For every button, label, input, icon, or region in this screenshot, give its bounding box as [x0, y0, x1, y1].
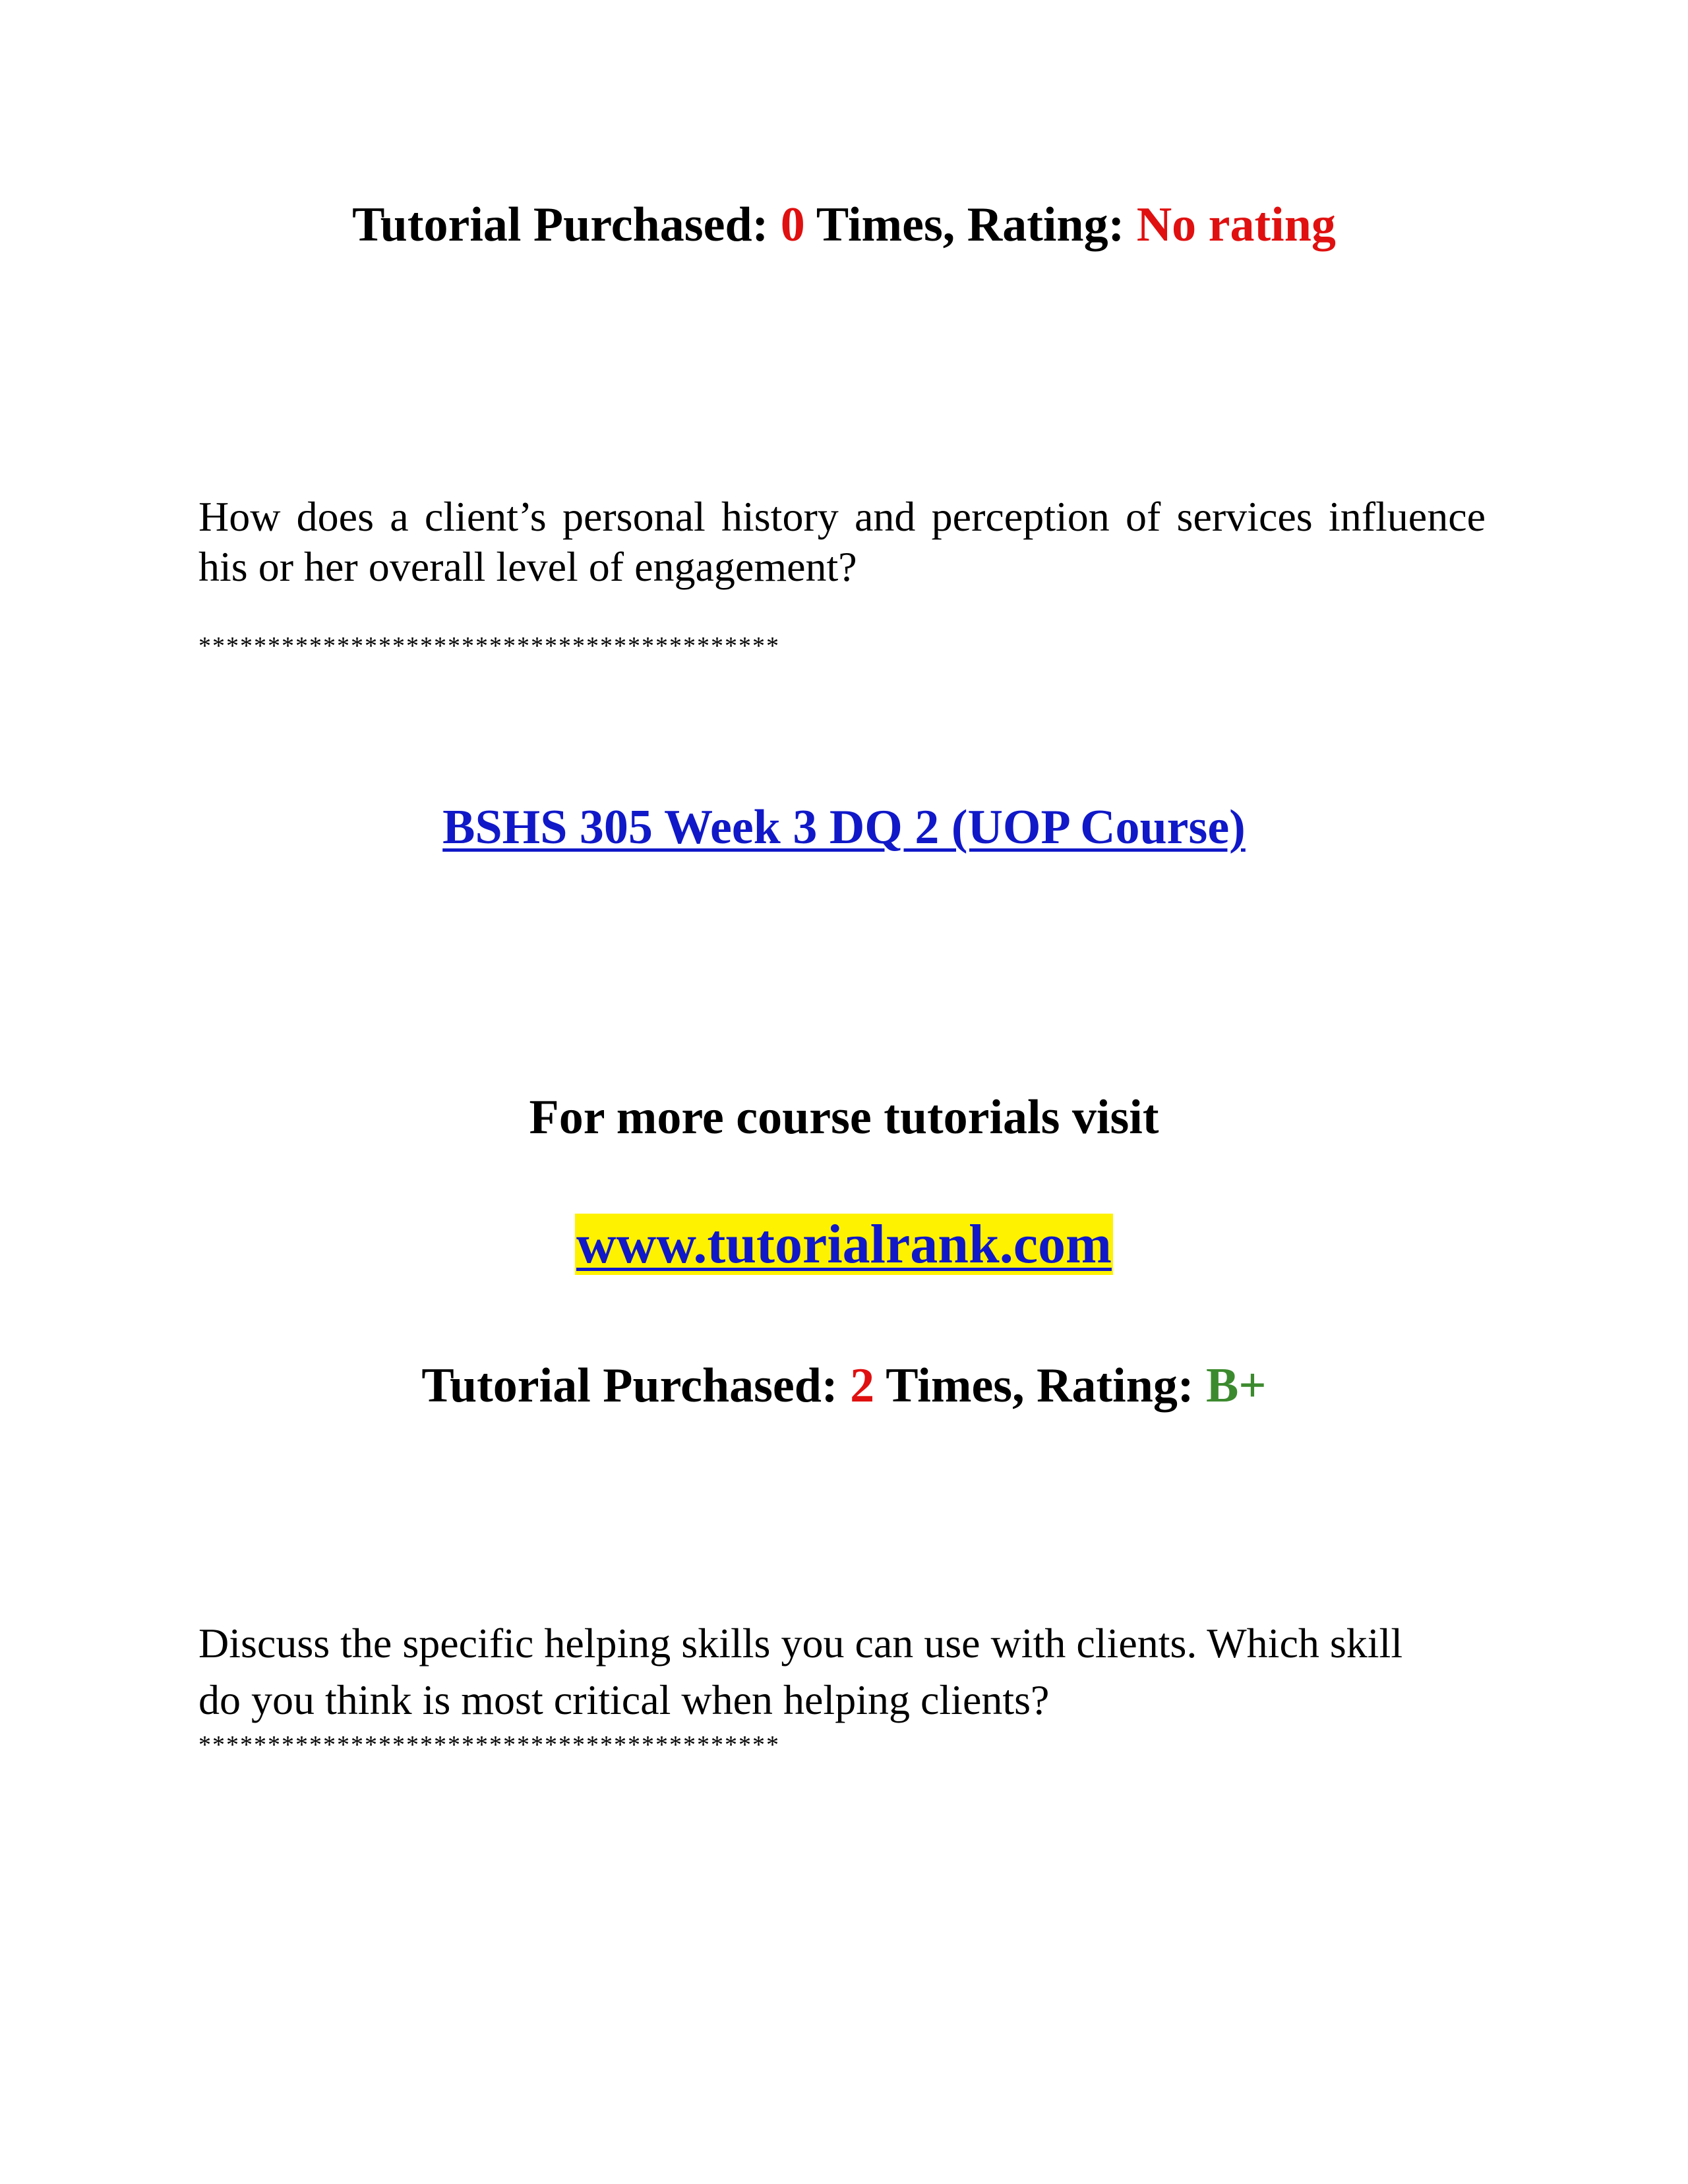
site-link-row: [0, 1210, 1688, 1279]
separator-stars-1: ******************************************: [198, 632, 780, 660]
purchased-count: 0: [780, 198, 805, 252]
question-2-line-1: Discuss the specific helping skills you can use with clients. Which skill: [198, 1620, 1403, 1667]
question-2-line-2: do you think is most critical when helping clients?: [198, 1676, 1050, 1723]
purchased-count: 2: [850, 1359, 875, 1413]
course-link[interactable]: BSHS 305 Week 3 DQ 2 (UOP Course): [442, 800, 1246, 854]
times-rating-label: Times, Rating:: [816, 198, 1125, 252]
question-2-text: [198, 1615, 1486, 1728]
tutorial-stats-line-1: [0, 195, 1688, 254]
separator-stars-2: ******************************************: [198, 1731, 780, 1759]
purchased-label: Tutorial Purchased:: [352, 198, 769, 252]
visit-text: For more course tutorials visit: [529, 1090, 1159, 1144]
course-link-row: [0, 798, 1688, 857]
purchased-label: Tutorial Purchased:: [421, 1359, 838, 1413]
times-rating-label: Times, Rating:: [886, 1359, 1194, 1413]
rating-value: No rating: [1136, 198, 1336, 252]
tutorial-stats-line-2: [0, 1356, 1688, 1415]
question-1-text: How does a client’s personal history and perception of services influence his or her overall level of engagement?: [198, 493, 1486, 590]
site-link[interactable]: www.tutorialrank.com: [576, 1214, 1112, 1275]
rating-value: B+: [1206, 1359, 1267, 1413]
